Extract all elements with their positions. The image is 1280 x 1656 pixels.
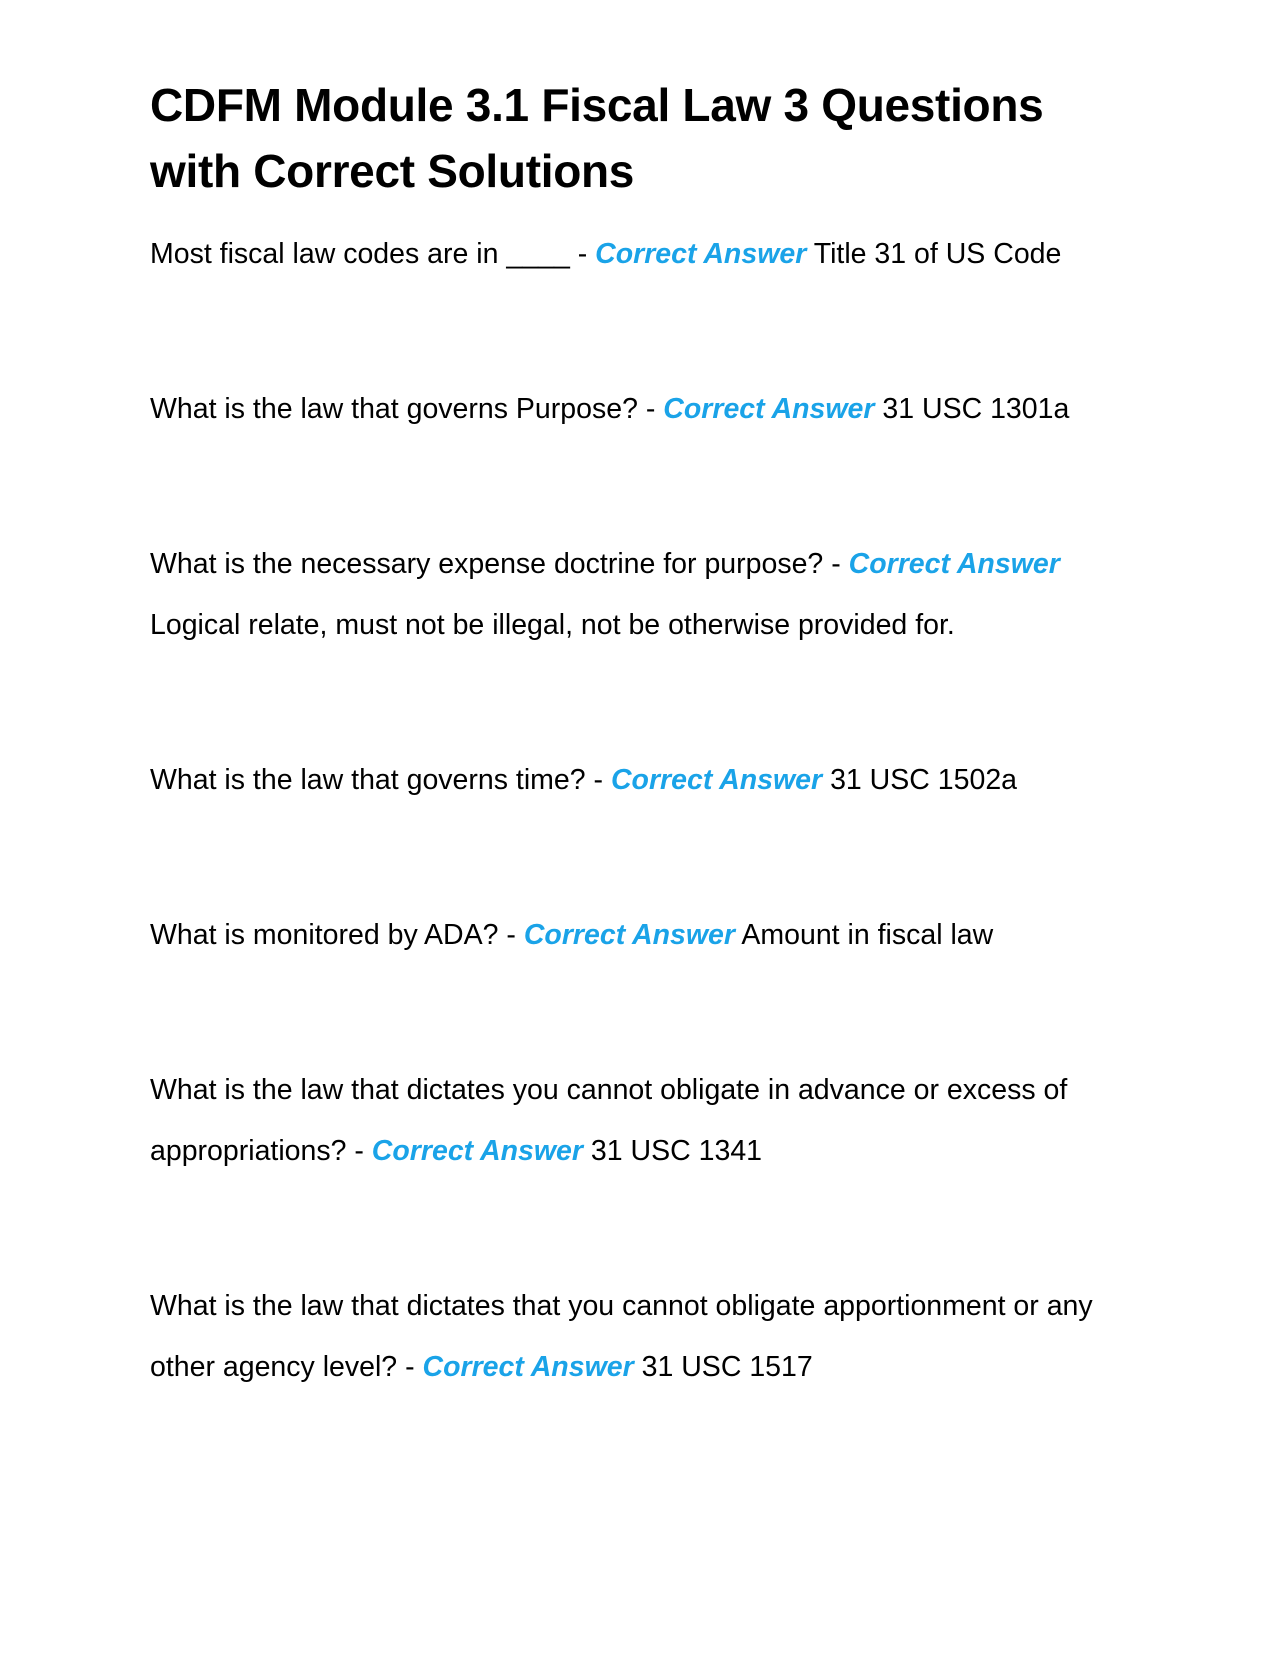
separator: - [569,238,596,270]
question-text: What is the necessary expense doctrine for purpose? [150,548,824,580]
separator: - [637,393,664,425]
answer-text: 31 USC 1502a [830,764,1018,796]
correct-answer-label: Correct Answer [523,919,736,951]
qa-item [150,534,1140,656]
answer-text: Logical relate, must not be illegal, not be otherwise provided for. [150,609,955,641]
separator: - [397,1351,423,1383]
qa-item [150,379,1140,440]
answer-text: 31 USC 1517 [641,1351,813,1383]
correct-answer-label: Correct Answer [610,764,823,796]
qa-item [150,905,1140,966]
correct-answer-label: Correct Answer [663,393,875,425]
qa-item [150,750,1140,811]
separator: - [823,548,849,580]
answer-text: Amount in fiscal law [741,919,994,951]
correct-answer-label: Correct Answer [371,1135,583,1167]
qa-item [150,1276,1140,1398]
question-text: What is the law that dictates that you cannot obligate apportionment or any other agency level? [150,1290,1093,1383]
answer-text: 31 USC 1341 [590,1135,763,1167]
question-text: What is the law that dictates you cannot obligate in advance or excess of appropriations? [150,1074,1068,1167]
separator: - [498,919,524,951]
separator: - [346,1135,372,1167]
separator: - [585,764,611,796]
document-title: CDFM Module 3.1 Fiscal Law 3 Questions with Correct Solutions [150,79,1044,197]
question-text: What is monitored by ADA? [150,919,499,951]
question-text: Most fiscal law codes are in ____ [150,238,570,270]
qa-item [150,1060,1140,1182]
correct-answer-label: Correct Answer [848,548,1060,580]
correct-answer-label: Correct Answer [595,238,807,270]
answer-text: Title 31 of US Code [813,238,1062,270]
qa-item [150,224,1140,285]
question-text: What is the law that governs time? [150,764,586,796]
document-page [150,72,1140,1398]
answer-text: 31 USC 1301a [882,393,1070,425]
question-text: What is the law that governs Purpose? [150,393,638,425]
correct-answer-label: Correct Answer [422,1351,634,1383]
